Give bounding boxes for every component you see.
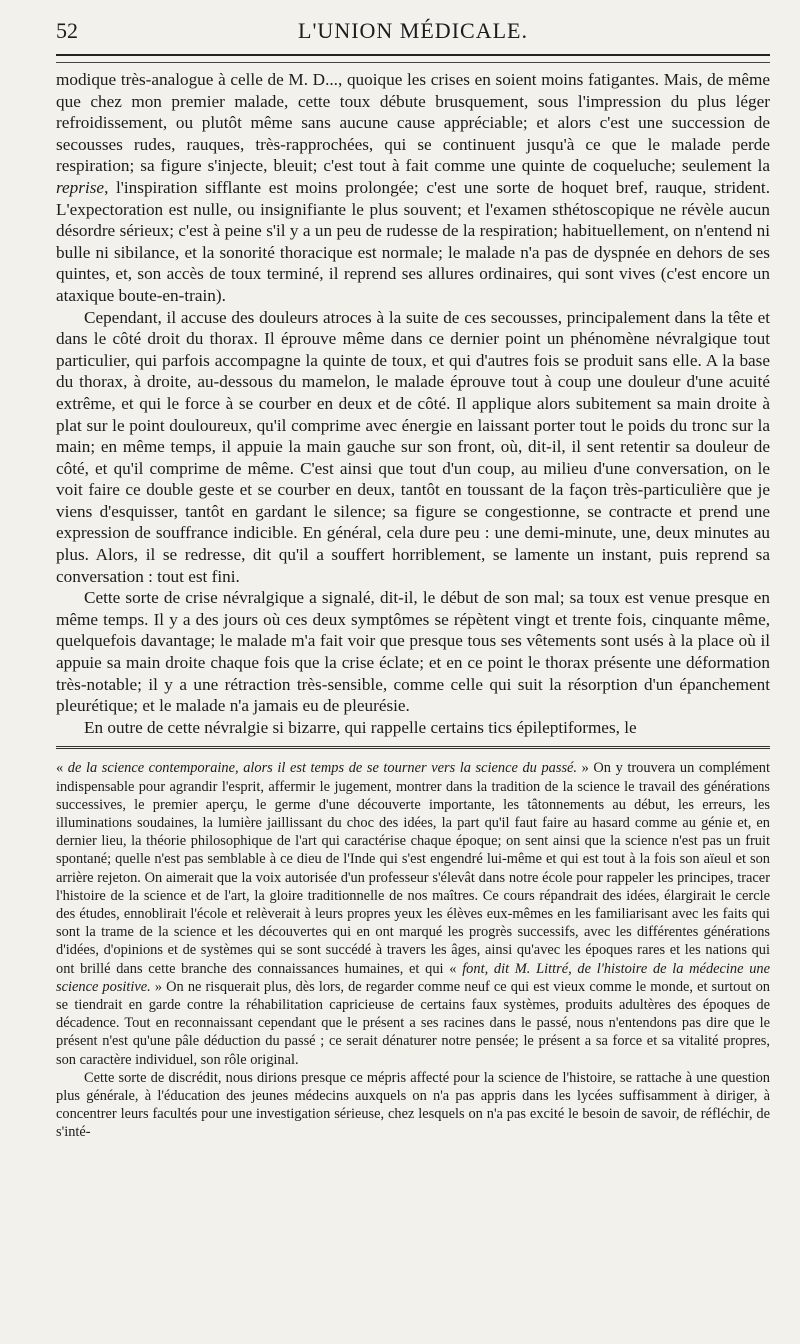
footnote (56, 759, 770, 1141)
main-text (56, 69, 770, 738)
page-header (56, 18, 770, 54)
paragraph-1: modique très-analogue à celle de M. D..., quoique les crises en soient moins fatigantes. Mais, de même que chez mon premier malade, cette toux débute brusquement, sous l'impression du plus léger refroidissement, ou plutôt même sans aucune cause appréciable; et alors c'est une succession de secousses rudes, rauques, très-rapprochées, qui se continuent jusqu'à ce que le malade perde respiration; sa figure s'injecte, bleuit; c'est tout à fait comme une quinte de coqueluche; seulement la reprise, l'inspiration sifflante est moins prolongée; c'est une sorte de hoquet bref, rauque, strident. L'expectoration est nulle, ou insignifiante le plus souvent; et l'examen sthétoscopique ne révèle aucun désordre sérieux; c'est à peine s'il y a un peu de rudesse de la respiration; habituellement, on n'entend ni bulle ni sibilance, et la sonorité thoracique est normale; le malade n'a pas de dyspnée en dehors de ses quintes, et, son accès de toux terminé, il reprend ses allures ordinaires, qui sont vives (c'est encore un ataxique boute-en-train). (56, 70, 770, 305)
footnote-paragraph-1: « de la science contemporaine, alors il est temps de se tourner vers la science du passé. » On y trouvera un complément indispensable pour agrandir l'esprit, affermir le jugement, montrer dans la tradition de la science le travail des générations successives, le premier aperçu, le germe d'une découverte importante, les tâtonnements au début, les erreurs, les illuminations soudaines, la lumière jaillissant du choc des idées, la part qu'il faut faire au hasard comme au génie et, en dernier lieu, la théorie philosophique de l'art qui caractérise chaque époque; on sent ainsi que la science n'est pas un fruit spontané; quelle n'est pas semblable à ce dieu de l'Inde qui s'est engendré lui-même et qui est tout à la fois son aïeul et son arrière rejeton. On aimerait que la voix autorisée d'un professeur s'élevât dans notre école pour rappeler les principes, tracer l'histoire de la science et de l'art, la gloire traditionnelle de nos maîtres. Ce cours répandrait des idées, élargirait le cercle des études, ennoblirait l'école et relèverait à leurs propres yeux les élèves eux-mêmes en les familiarisant avec les faits qui sont la trame de la science et les découvertes qui en ont marqué les progrès successifs, avec les différentes générations d'idées, d'opinions et de systèmes qui se sont succédé à travers les âges, ainsi qu'avec les époques rares et les nations qui ont brillé dans cette branche des connaissances humaines, et qui « font, dit M. Littré, de l'histoire de la médecine une science positive. » On ne risquerait plus, dès lors, de regarder comme neuf ce qui est vieux comme le monde, et surtout on se tiendrait en garde contre la réhabilitation capricieuse de certains faux systèmes, produits adultères des époques de décadence. Tout en reconnaissant cependant que le présent a ses racines dans le passé, nous n'entendons pas dire que le présent n'est qu'une pâle déduction du passé ; ce serait dénaturer notre pensée; le présent a sa force et sa vitalité propres, son caractère individuel, son rôle original. (56, 760, 771, 1068)
paragraph-4: En outre de cette névralgie si bizarre, qui rappelle certains tics épileptiformes, le (84, 717, 637, 737)
footnote-separator (56, 746, 770, 749)
running-title: L'UNION MÉDICALE. (298, 18, 528, 43)
footnote-paragraph-2: Cette sorte de discrédit, nous dirions presque ce mépris affecté pour la science de l'histoire, se rattache à une question plus générale, à l'éducation des jeunes médecins auxquels on n'a pas appris dans les lycées suffisamment à diriger, à concentrer leurs facultés pour une investigation sérieuse, chez lesquels on n'a pas excité le besoin de savoir, de réfléchir, de s'inté- (56, 1069, 770, 1141)
paragraph-2: Cependant, il accuse des douleurs atroces à la suite de ces secousses, principalement dans la tête et dans le côté droit du thorax. Il éprouve même dans ce dernier point un phénomène névralgique tout particulier, qui parfois accompagne la quinte de toux, et qui d'autres fois se produit sans elle. A la base du thorax, à droite, au-dessous du mamelon, le malade éprouve tout à coup une douleur d'une acuité extrême, et qui le force à se courber en deux et de côté. Il applique alors subitement sa main droite à plat sur le point douloureux, qu'il comprime avec énergie en laissant porter tout le poids du tronc sur la main; en même temps, il appuie la main gauche sur son front, où, dit-il, il sent retentir sa douleur de côté, et qu'il comprime de même. C'est ainsi que tout d'un coup, au milieu d'une conversation, on le voit faire ce double geste et se courber en deux, tantôt en toussant de la façon très-particulière que je viens d'esquisser, tantôt en gardant le silence; sa figure se congestionne, se contracte et prend une expression de souffrance indicible. En général, cela dure peu : une demi-minute, une, deux minutes au plus. Alors, il se redresse, dit qu'il a souffert horriblement, se lamente un instant, puis reprend sa conversation : tout est fini. (56, 307, 770, 586)
header-rule-thin (56, 62, 770, 63)
page-number: 52 (56, 18, 78, 43)
paragraph-3: Cette sorte de crise névralgique a signalé, dit-il, le début de son mal; sa toux est venue presque en même temps. Il y a des jours où ces deux symptômes se répètent vingt et trente fois, cinquante même, quelquefois davantage; le malade m'a fait voir que presque tous ses vêtements sont usés à la place où il appuie sa main droite chaque fois que la crise éclate; et en ce point le thorax présente une déformation très-notable; il y a une rétraction très-sensible, comme celle qui suit la résorption d'un épanchement pleurétique; et le malade n'a jamais eu de pleurésie. (56, 588, 770, 716)
header-rule (56, 54, 770, 56)
